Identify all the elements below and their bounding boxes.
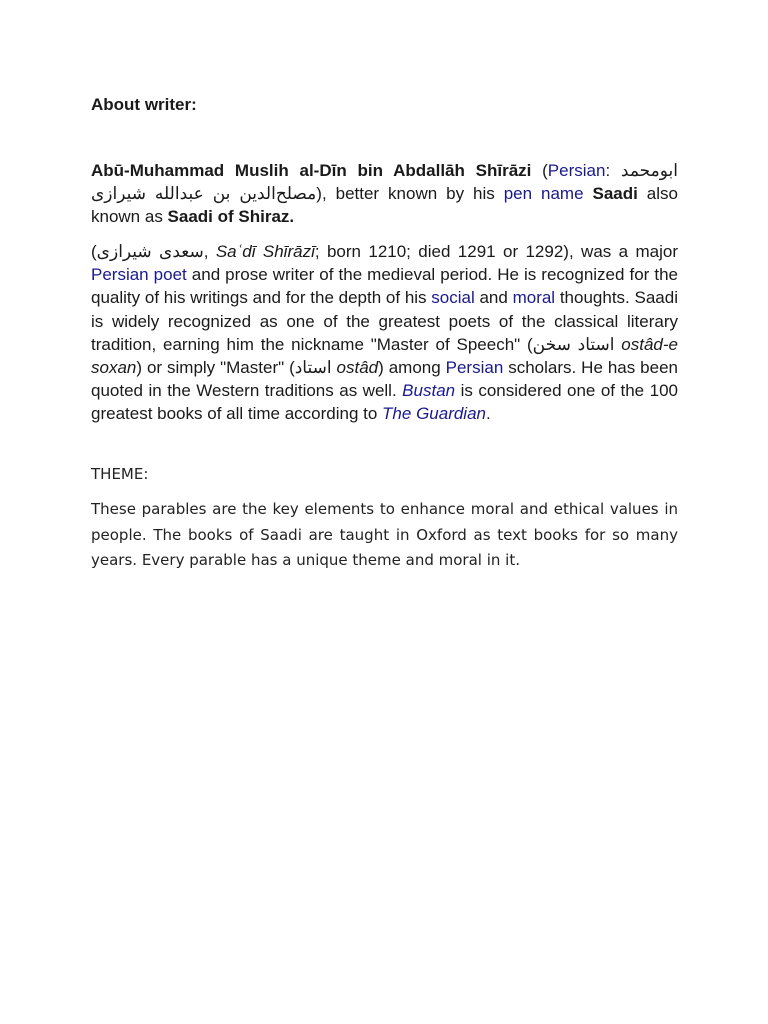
text-fragment: ) or simply "Master" (	[136, 358, 295, 378]
social-link[interactable]: social	[431, 288, 475, 308]
text-fragment: ,	[203, 242, 216, 261]
text-fragment: thoughts. Saadi is widely recognized as one of the greatest poets of the classical literary tradition, earning him the nickname "Master of Speech" (	[91, 288, 678, 354]
ostad-soxan: ostâd-e soxan	[91, 334, 678, 378]
persian-link[interactable]: Persian	[547, 161, 606, 180]
persian-ostad-soxan: استاد سخن	[532, 334, 615, 354]
moral-link[interactable]: moral	[512, 288, 556, 308]
theme-label: THEME:	[91, 465, 149, 483]
text-fragment: ), better known by his	[316, 184, 504, 204]
bustan-link[interactable]: Bustan	[402, 381, 456, 401]
transliteration: Saʿdī Shīrāzī	[215, 242, 315, 261]
persian-link-2[interactable]: Persian	[445, 358, 504, 378]
text-fragment: and	[474, 288, 513, 308]
ostad: ostâd	[336, 358, 379, 378]
bio-paragraph	[91, 240, 678, 426]
text-fragment	[584, 184, 593, 203]
pen-name-link[interactable]: pen name	[503, 184, 584, 204]
theme-paragraph: These parables are the key elements to enhance moral and ethical values in people. The books of Saadi are taught in Oxford as text books for so many years. Every parable has a unique theme and moral in it.	[91, 500, 678, 569]
saadi-of-shiraz: Saadi of Shiraz.	[167, 207, 295, 227]
text-fragment: :	[605, 161, 621, 180]
text-fragment: .	[486, 404, 491, 424]
persian-ostad: استاد	[294, 358, 332, 378]
text-fragment: (	[531, 161, 548, 180]
text-fragment: and prose writer of the medieval period. He is recognized for the quality of his writings and for the depth of his	[91, 265, 678, 308]
full-name: Abū-Muhammad Muslih al-Dīn bin Abdallāh Shīrāzi	[91, 161, 532, 180]
text-fragment: also known as	[91, 184, 678, 227]
text-fragment: ) among	[378, 358, 446, 378]
section-heading: About writer:	[91, 95, 197, 114]
text-fragment: ; born 1210; died 1291 or 1292), was a major	[314, 242, 678, 261]
persian-name: ابومحمد مصلح‌الدین بن عبدالله شیرازی	[91, 161, 678, 204]
text-fragment: is considered one of the 100 greatest books of all time according to	[91, 381, 678, 424]
text-fragment: (	[91, 242, 97, 261]
guardian-link[interactable]: The Guardian	[382, 404, 486, 424]
text-fragment: scholars. He has been quoted in the Western traditions as well.	[91, 358, 678, 401]
persian-link[interactable]: Persian	[91, 265, 149, 285]
intro-paragraph	[91, 159, 678, 229]
saadi-name: Saadi	[592, 184, 638, 204]
persian-saadi: سعدی شیرازی	[96, 242, 204, 261]
poet-link[interactable]: poet	[153, 265, 187, 285]
